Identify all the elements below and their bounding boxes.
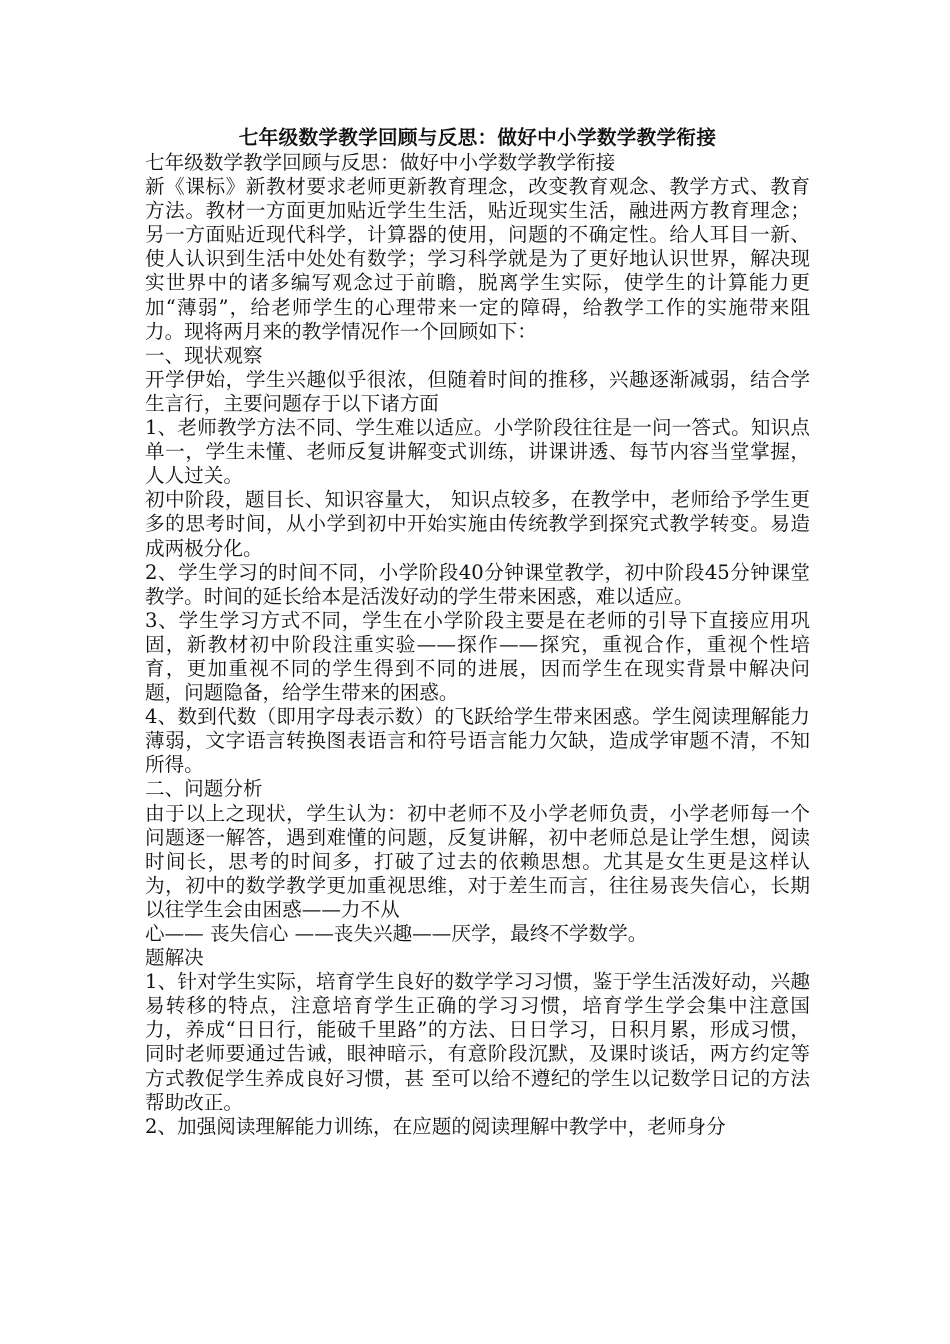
point-1-paragraph: 1、老师教学方法不同、学生难以适应。小学阶段往往是一问一答式。知识点单一，学生未懂、老师反复讲解变式训练，讲课讲透、每节内容当堂掌握，人人过关。: [145, 416, 810, 488]
solution-2-paragraph: 2、加强阅读理解能力训练，在应题的阅读理解中教学中，老师身分: [145, 1114, 726, 1138]
document-body: [145, 124, 810, 1139]
subtitle-paragraph: 七年级数学教学回顾与反思：做好中小学数学教学衔接: [145, 151, 616, 174]
intro-paragraph: 新《课标》新教材要求老师更新教育理念，改变教育观念、教学方式、教育方法。教材一方面更加贴近学生生活，贴近现实生活，融进两方教育理念；另一方面贴近现代科学，计算器的使用，问题的不确定性。给人耳目一新、使人认识到生活中处处有数学；学习科学就是为了更好地认识世界，解决现实世界中的诸多编写观念过于前瞻，脱离学生实际，使学生的计算能力更加“薄弱”，给老师学生的心理带来一定的障碍，给教学工作的实施带来阻力。现将两月来的教学情况作一个回顾如下：: [145, 175, 810, 343]
section-heading-analysis: 二、问题分析: [145, 777, 263, 801]
analysis-paragraph: 由于以上之现状，学生认为：初中老师不及小学老师负责，小学老师每一个问题逐一解答，遇到难懂的问题，反复讲解，初中老师总是让学生想，阅读时间长，思考的时间多，打破了过去的依赖思想。尤其是女生更是这样认为，初中的数学教学更加重视思维，对于差生而言，往往易丧失信心，长期以往学生会由困惑——力不从: [145, 801, 810, 921]
point-1-continued-paragraph: 初中阶段，题目长、知识容量大， 知识点较多，在教学中，老师给予学生更多的思考时间，从小学到初中开始实施由传统教学到探究式教学转变。易造成两极分化。: [145, 488, 810, 560]
document-title: 七年级数学教学回顾与反思：做好中小学数学教学衔接: [238, 126, 717, 149]
solution-1-paragraph: 1、针对学生实际，培育学生良好的数学学习习惯，鉴于学生活泼好动，兴趣易转移的特点，注意培育学生正确的学习习惯，培育学生学会集中注意国力，养成“日日行，能破千里路”的方法、日日学习，日积月累，形成习惯，同时老师要通过告诫，眼神暗示，有意阶段沉默，及课时谈话，两方约定等方式教促学生养成良好习惯，甚 至可以给不遵纪的学生以记数学日记的方法帮助改正。: [145, 970, 810, 1114]
analysis-continued-paragraph: 心—— 丧失信心 ——丧失兴趣——厌学，最终不学数学。: [145, 922, 648, 945]
section-heading-observation: 一、现状观察: [145, 343, 263, 367]
point-4-paragraph: 4、数到代数（即用字母表示数）的飞跃给学生带来困惑。学生阅读理解能力薄弱，文字语言转换图表语言和符号语言能力欠缺，造成学审题不清，不知所得。: [145, 705, 810, 777]
observation-paragraph: 开学伊始，学生兴趣似乎很浓，但随着时间的推移，兴趣逐渐减弱，结合学生言行，主要问题存于以下诸方面: [145, 367, 810, 415]
point-3-paragraph: 3、学生学习方式不同，学生在小学阶段主要是在老师的引导下直接应用巩固，新教材初中阶段注重实验——探作——探究，重视合作，重视个性培育，更加重视不同的学生得到不同的进展，因而学生在现实背景中解决问题，问题隐备，给学生带来的困惑。: [145, 608, 810, 705]
section-heading-solution: 题解决: [145, 946, 204, 970]
point-2-paragraph: 2、学生学习的时间不同，小学阶段40分钟课堂教学，初中阶段45分钟课堂教学。时间的延长给本是活泼好动的学生带来困惑，难以适应。: [145, 560, 810, 608]
